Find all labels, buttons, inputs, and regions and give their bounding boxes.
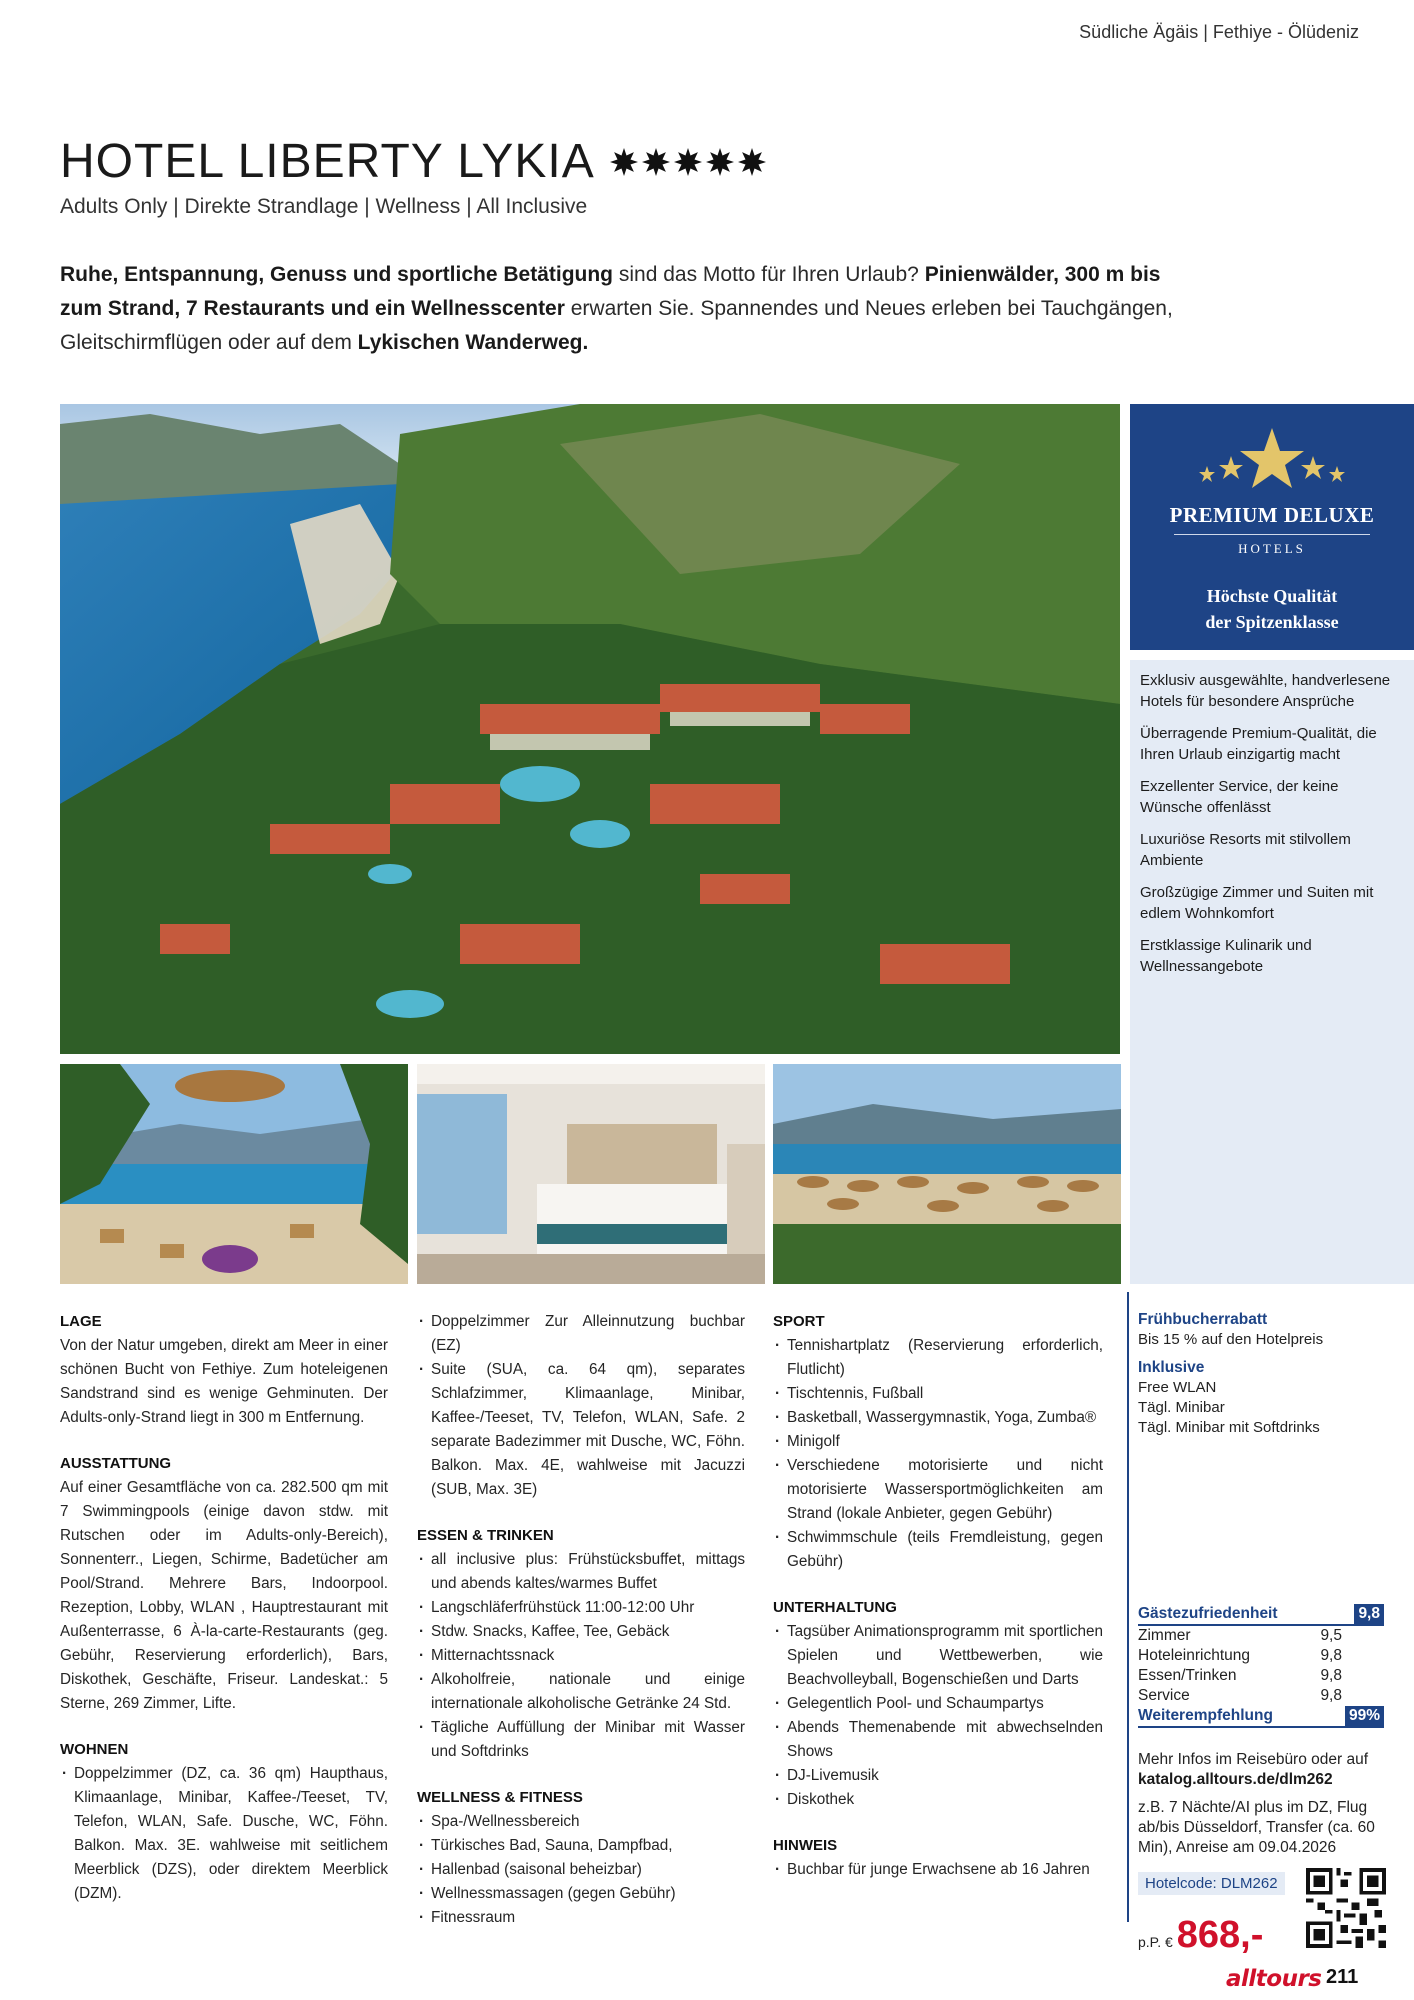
- price-block: [1138, 1914, 1263, 1957]
- more-info-text: Mehr Infos im Reisebüro oder auf: [1138, 1751, 1369, 1768]
- sport-item: · Schwimmschule (teils Fremdleistung, gegen Gebühr): [773, 1526, 1103, 1574]
- rating-value: 9,8: [1320, 1647, 1342, 1664]
- column-3: [773, 1310, 1103, 1904]
- wellness-item: · Wellnessmassagen (gegen Gebühr): [417, 1882, 745, 1906]
- section-text-lage: Von der Natur umgeben, direkt am Meer in einer schönen Bucht von Fethiye. Zum hoteleigenen Sandstrand sind es wenige Gehminuten. Der Adults-only-Strand liegt in 300 m Entfernung.: [60, 1337, 388, 1426]
- hotel-star-rating: [609, 147, 767, 177]
- unterhaltung-item: · Gelegentlich Pool- und Schaumpartys: [773, 1692, 1103, 1716]
- intro-bold-2: Pinienwälder, 300 m bis zum Strand, 7 Restaurants und ein Wellnesscenter: [60, 263, 1161, 320]
- beach-umbrellas-photo: [773, 1064, 1121, 1284]
- intro-paragraph: [60, 258, 1200, 360]
- benefit-item: Erstklassige Kulinarik und Wellnessangebote: [1140, 937, 1312, 975]
- inclusive-item: Tägl. Minibar mit Softdrinks: [1138, 1419, 1320, 1436]
- essen-item: · all inclusive plus: Frühstücksbuffet, mittags und abends kaltes/warmes Buffet: [417, 1548, 745, 1596]
- essen-item: · Mitternachtssnack: [417, 1644, 745, 1668]
- rating-row: [1138, 1686, 1384, 1706]
- star-icon: [673, 147, 703, 177]
- wellness-item: · Fitnessraum: [417, 1906, 745, 1930]
- hotel-room-photo: [417, 1064, 765, 1284]
- unterhaltung-item: · Tagsüber Animationsprogramm mit sportlichen Spielen und Wettbewerben, wie Beachvolleyball, Bogenschießen und Darts: [773, 1620, 1103, 1692]
- rating-value: 9,8: [1320, 1667, 1342, 1684]
- hinweis-item: · Buchbar für junge Erwachsene ab 16 Jahren: [773, 1858, 1103, 1882]
- price-value: 868,-: [1176, 1914, 1264, 1956]
- benefit-item: Überragende Premium-Qualität, die Ihren Urlaub einzigartig macht: [1140, 725, 1377, 763]
- wohnen-item: · Doppelzimmer Zur Alleinnutzung buchbar (EZ): [417, 1310, 745, 1358]
- column-1: [60, 1310, 388, 1928]
- inclusive-item: Tägl. Minibar: [1138, 1399, 1225, 1416]
- wellness-item: · Spa-/Wellnessbereich: [417, 1810, 745, 1834]
- early-booking-text: Bis 15 % auf den Hotelpreis: [1138, 1331, 1324, 1348]
- inclusive-title: Inklusive: [1138, 1359, 1205, 1376]
- recommendation-title: Weiterempfehlung: [1138, 1707, 1273, 1724]
- badge-subtitle: HOTELS: [1238, 541, 1306, 556]
- price-prefix: p.P. €: [1138, 1934, 1173, 1950]
- column-2: [417, 1310, 745, 1952]
- section-title-ausstattung: AUSSTATTUNG: [60, 1455, 172, 1472]
- essen-item: · Alkoholfreie, nationale und einige internationale alkoholische Getränke 24 Std.: [417, 1668, 745, 1716]
- sport-item: · Minigolf: [773, 1430, 1103, 1454]
- qr-code-icon[interactable]: [1306, 1868, 1386, 1948]
- price-example-text: z.B. 7 Nächte/AI plus im DZ, Flug ab/bis Düsseldorf, Transfer (ca. 60 Min), Anreise am 09.04.2026: [1138, 1799, 1375, 1856]
- early-booking-title: Frühbucherrabatt: [1138, 1311, 1268, 1328]
- unterhaltung-item: · Diskothek: [773, 1788, 1103, 1812]
- catalog-link[interactable]: katalog.alltours.de/dlm262: [1138, 1771, 1333, 1788]
- badge-stars-icon: [1130, 426, 1414, 501]
- hotel-title: [60, 134, 767, 189]
- more-info: [1138, 1750, 1388, 1790]
- hotel-name: HOTEL LIBERTY LYKIA: [60, 135, 595, 188]
- essen-item: · Tägliche Auffüllung der Minibar mit Wasser und Softdrinks: [417, 1716, 745, 1764]
- wohnen-item: · Doppelzimmer (DZ, ca. 36 qm) Haupthaus, Klimaanlage, Minibar, Kaffee-/Teeset, TV, Telefon, WLAN, Safe. Dusche, WC, Föhn. Balkon. Max. 3E. wahlweise mit seitlichem Meerblick (DZS), oder direktem Meerblick (DZM).: [60, 1762, 388, 1906]
- badge-divider: [1174, 534, 1370, 535]
- essen-item: · Langschläferfrühstück 11:00-12:00 Uhr: [417, 1596, 745, 1620]
- rating-score-badge: 9,8: [1354, 1604, 1384, 1624]
- sport-item: · Verschiedene motorisierte und nicht motorisierte Wassersportmöglichkeiten am Strand (lokale Anbieter, gegen Gebühr): [773, 1454, 1103, 1526]
- intro-text-1: sind das Motto für Ihren Urlaub?: [613, 263, 925, 286]
- section-title-wohnen: WOHNEN: [60, 1741, 129, 1758]
- rating-row: [1138, 1666, 1384, 1686]
- benefit-item: Großzügige Zimmer und Suiten mit edlem Wohnkomfort: [1140, 884, 1374, 922]
- beach-swing-photo: [60, 1064, 408, 1284]
- sport-item: · Basketball, Wassergymnastik, Yoga, Zumba®: [773, 1406, 1103, 1430]
- intro-bold-3: Lykischen Wanderweg.: [357, 331, 589, 354]
- rating-header: [1138, 1604, 1384, 1626]
- badge-tagline-2: der Spitzenklasse: [1205, 612, 1339, 632]
- badge-tagline-1: Höchste Qualität: [1206, 586, 1338, 606]
- guest-rating-box: [1138, 1604, 1384, 1728]
- unterhaltung-item: · Abends Themenabende mit abwechselnden Shows: [773, 1716, 1103, 1764]
- star-icon: [705, 147, 735, 177]
- main-aerial-photo: [60, 404, 1120, 1054]
- page-number: 211: [1326, 1966, 1359, 1988]
- rating-row: [1138, 1626, 1384, 1646]
- rating-label: Essen/Trinken: [1138, 1667, 1237, 1684]
- rating-title: Gästezufriedenheit: [1138, 1605, 1278, 1622]
- star-icon: [641, 147, 671, 177]
- badge-tagline: [1130, 583, 1414, 635]
- section-title-hinweis: HINWEIS: [773, 1837, 838, 1854]
- inclusive-item: Free WLAN: [1138, 1379, 1217, 1396]
- rating-value: 9,5: [1320, 1627, 1342, 1644]
- wellness-item: · Hallenbad (saisonal beheizbar): [417, 1858, 745, 1882]
- wellness-item: · Türkisches Bad, Sauna, Dampfbad,: [417, 1834, 745, 1858]
- rating-row: [1138, 1646, 1384, 1666]
- sport-item: · Tennishartplatz (Reservierung erforderlich, Flutlicht): [773, 1334, 1103, 1382]
- rating-value: 9,8: [1320, 1687, 1342, 1704]
- region-breadcrumb: Südliche Ägäis | Fethiye - Ölüdeniz: [1079, 22, 1359, 42]
- recommendation-row: [1138, 1706, 1384, 1728]
- recommendation-badge: 99%: [1345, 1706, 1384, 1726]
- section-title-essen: ESSEN & TRINKEN: [417, 1527, 554, 1544]
- section-text-ausstattung: Auf einer Gesamtfläche von ca. 282.500 qm mit 7 Swimmingpools (einige davon stdw. mit Rutschen oder im Adults-only-Bereich), Sonnenterr., Liegen, Schirme, Badetücher am Pool/Strand. Mehrere Bars, Indoorpool. Rezeption, Lobby, WLAN , Hauptrestaurant mit Außenterrasse, 6 À-la-carte-Restaurants (geg. Gebühr, Reservierung erforderlich), Bars, Diskothek, Geschäfte, Friseur. Landeskat.: 5 Sterne, 269 Zimmer, Lifte.: [60, 1479, 388, 1712]
- rating-label: Service: [1138, 1687, 1190, 1704]
- star-icon: [737, 147, 767, 177]
- star-icon: [609, 147, 639, 177]
- section-title-unterhaltung: UNTERHALTUNG: [773, 1599, 897, 1616]
- benefit-item: Luxuriöse Resorts mit stilvollem Ambiente: [1140, 831, 1351, 869]
- offer-sidebar: [1138, 1310, 1384, 1438]
- section-title-wellness: WELLNESS & FITNESS: [417, 1789, 583, 1806]
- essen-item: · Stdw. Snacks, Kaffee, Tee, Gebäck: [417, 1620, 745, 1644]
- rating-label: Zimmer: [1138, 1627, 1191, 1644]
- sport-item: · Tischtennis, Fußball: [773, 1382, 1103, 1406]
- alltours-logo: alltours: [1226, 1966, 1322, 1992]
- sidebar-divider: [1127, 1292, 1129, 1922]
- benefit-item: Exklusiv ausgewählte, handverlesene Hotels für besondere Ansprüche: [1140, 672, 1391, 710]
- hotel-tags: Adults Only | Direkte Strandlage | Wellness | All Inclusive: [60, 195, 588, 218]
- intro-bold-1: Ruhe, Entspannung, Genuss und sportliche Betätigung: [60, 263, 614, 286]
- rating-label: Hoteleinrichtung: [1138, 1647, 1251, 1664]
- section-title-sport: SPORT: [773, 1313, 825, 1330]
- hotel-code: Hotelcode: DLM262: [1138, 1872, 1285, 1895]
- intro-text-2: erwarten Sie. Spannendes und Neues erleben bei Tauchgängen, Gleitschirmflügen oder auf dem: [60, 297, 1173, 354]
- benefit-item: Exzellenter Service, der keine Wünsche offenlässt: [1140, 778, 1339, 816]
- wohnen-item: · Suite (SUA, ca. 64 qm), separates Schlafzimmer, Klimaanlage, Minibar, Kaffee-/Teeset, TV, Telefon, WLAN, Safe. 2 separate Badezimmer mit Dusche, WC, Föhn. Balkon. Max. 4E, wahlweise mit Jacuzzi (SUB, Max. 3E): [417, 1358, 745, 1502]
- unterhaltung-item: · DJ-Livemusik: [773, 1764, 1103, 1788]
- premium-benefits-box: [1130, 660, 1414, 1284]
- badge-title: PREMIUM DELUXE: [1169, 503, 1375, 527]
- premium-deluxe-badge: [1130, 404, 1414, 650]
- section-title-lage: LAGE: [60, 1313, 102, 1330]
